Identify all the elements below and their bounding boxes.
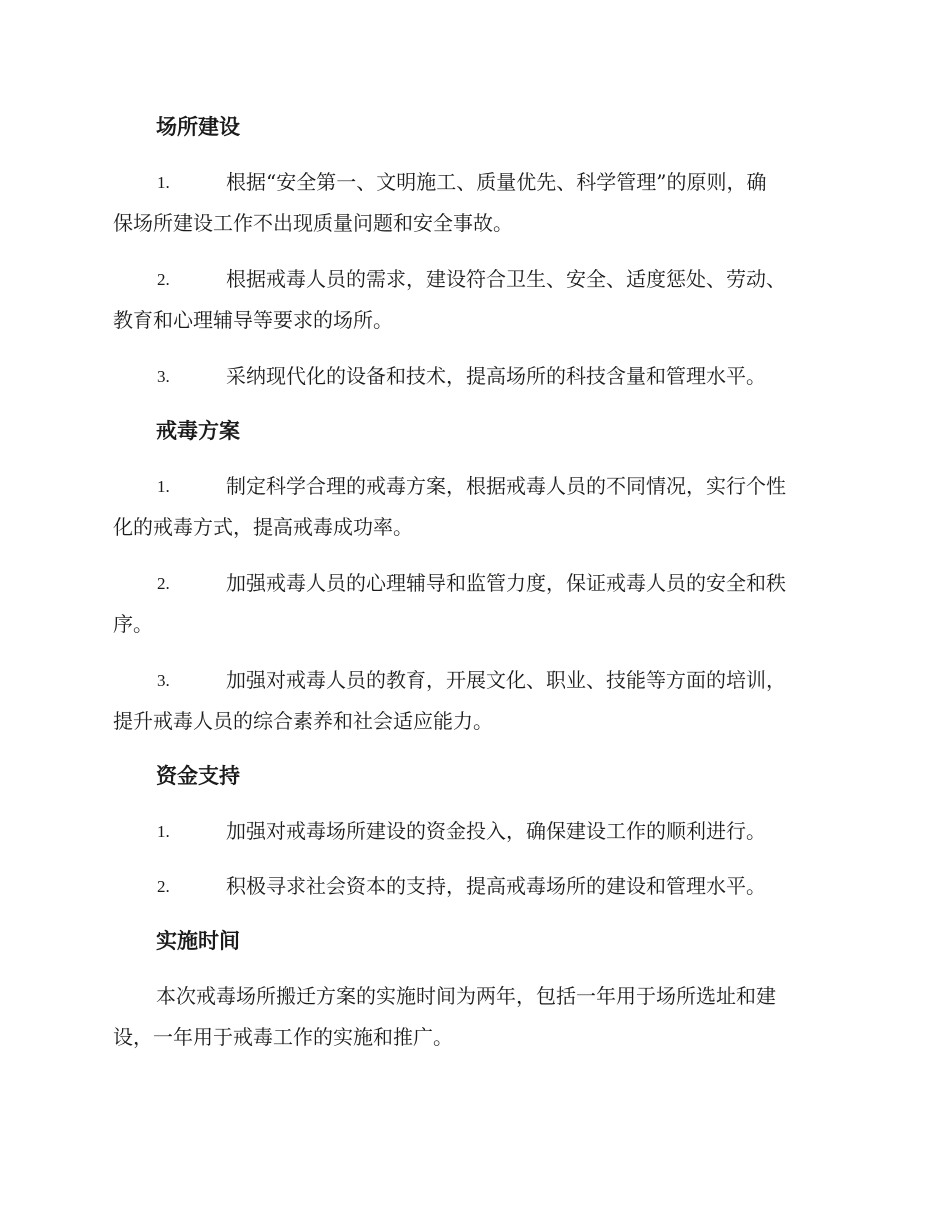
list-item-number: 1. [157, 173, 170, 192]
paragraph-text-continued: 设，一年用于戒毒工作的实施和推广。 [113, 1025, 453, 1049]
list-item-text: 根据戒毒人员的需求，建设符合卫生、安全、适度惩处、劳动、 [226, 267, 786, 291]
list-item-text-continued: 化的戒毒方式，提高戒毒成功率。 [113, 515, 413, 539]
list-item-number: 1. [157, 477, 170, 496]
list-item-text: 采纳现代化的设备和技术，提高场所的科技含量和管理水平。 [226, 364, 766, 388]
list-item-text: 根据“安全第一、文明施工、质量优先、科学管理”的原则，确 [226, 170, 767, 194]
list-item-text: 制定科学合理的戒毒方案，根据戒毒人员的不同情况，实行个性 [226, 474, 786, 498]
list-item-number: 2. [157, 270, 170, 289]
list-item-text: 积极寻求社会资本的支持，提高戒毒场所的建设和管理水平。 [226, 874, 766, 898]
list-item-text-continued: 提升戒毒人员的综合素养和社会适应能力。 [113, 709, 493, 733]
list-item-text-continued: 序。 [113, 612, 153, 636]
section-heading-funding: 资金支持 [156, 764, 240, 788]
list-item-text-continued: 保场所建设工作不出现质量问题和安全事故。 [113, 211, 513, 235]
list-item-number: 3. [157, 367, 170, 386]
paragraph-text: 本次戒毒场所搬迁方案的实施时间为两年，包括一年用于场所选址和建 [156, 984, 776, 1008]
list-item-text: 加强对戒毒人员的教育，开展文化、职业、技能等方面的培训， [226, 668, 786, 692]
list-item-text: 加强戒毒人员的心理辅导和监管力度，保证戒毒人员的安全和秩 [226, 571, 786, 595]
list-item-number: 1. [157, 822, 170, 841]
list-item-text: 加强对戒毒场所建设的资金投入，确保建设工作的顺利进行。 [226, 819, 766, 843]
list-item-number: 2. [157, 877, 170, 896]
section-heading-site-construction: 场所建设 [156, 115, 240, 139]
list-item-number: 2. [157, 574, 170, 593]
section-heading-timeline: 实施时间 [156, 929, 240, 953]
section-heading-rehab-plan: 戒毒方案 [156, 419, 240, 443]
list-item-number: 3. [157, 671, 170, 690]
list-item-text-continued: 教育和心理辅导等要求的场所。 [113, 308, 393, 332]
